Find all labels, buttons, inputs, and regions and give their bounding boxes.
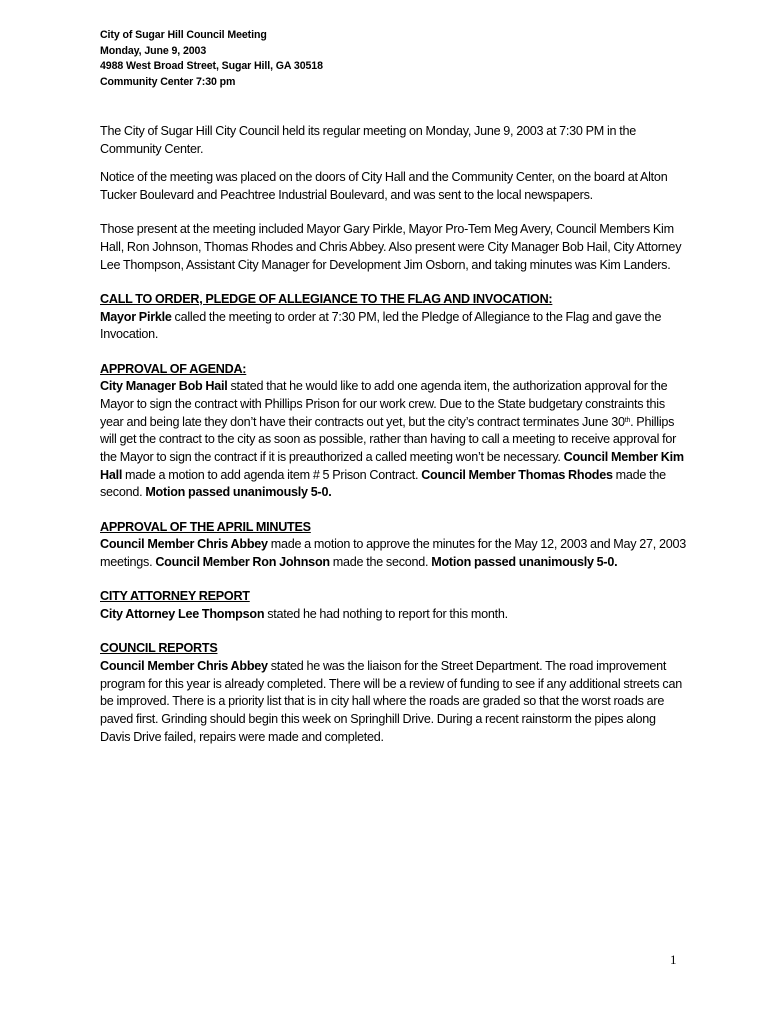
council-reports-heading: COUNCIL REPORTS	[100, 641, 218, 656]
agenda-text-2: . Phillips will get the contract to the city as soon as possible, rather than having to call a meeting to receive approval for the Mayor to sign the contract if it is preauthorized a called meeting won’t be necessary.	[100, 414, 677, 465]
april-minutes-section	[100, 519, 688, 572]
agenda-text-1: stated that he would like to add one agenda item, the authorization approval for the Mayor to sign the contract with Phillips Prison for our work crew. Due to the State budgetary constraints this year and being late they don’t have their contracts out yet, but the city’s contract terminates June 30	[100, 379, 668, 429]
header-location-time: Community Center 7:30 pm	[100, 75, 236, 88]
agenda-text-4: made the second.	[100, 467, 666, 500]
agenda-speaker-1: City Manager Bob Hail	[100, 379, 228, 394]
attendance-paragraph: Those present at the meeting included Mayor Gary Pirkle, Mayor Pro-Tem Meg Avery, Council Members Kim Hall, Ron Johnson, Thomas Rhodes and Chris Abbey. Also present were City Manager Bob Hail, City Attorney Lee Thompson, Assistant City Manager for Development Jim Osborn, and taking minutes was Kim Landers.	[100, 222, 682, 272]
minutes-speaker-2: Council Member Ron Johnson	[155, 555, 330, 570]
approval-agenda-section	[100, 361, 688, 503]
header-title: City of Sugar Hill Council Meeting	[100, 29, 267, 41]
approval-agenda-heading: APPROVAL OF AGENDA:	[100, 361, 247, 376]
header-address: 4988 West Broad Street, Sugar Hill, GA 30518	[100, 60, 323, 72]
council-reports-section	[100, 640, 688, 746]
city-attorney-heading: CITY ATTORNEY REPORT	[100, 589, 250, 604]
call-to-order-speaker: Mayor Pirkle	[100, 309, 172, 324]
call-to-order-heading: CALL TO ORDER, PLEDGE OF ALLEGIANCE TO THE FLAG AND INVOCATION:	[100, 291, 553, 306]
intro-paragraph: The City of Sugar Hill City Council held its regular meeting on Monday, June 9, 2003 at 7:30 PM in the Community Center.	[100, 124, 636, 156]
minutes-text-1: made a motion to approve the minutes for the May 12, 2003 and May 27, 2003 meetings.	[100, 537, 686, 570]
agenda-speaker-2: Council Member Kim Hall	[100, 450, 684, 482]
call-to-order-text: called the meeting to order at 7:30 PM, led the Pledge of Allegiance to the Flag and gave the Invocation.	[100, 309, 662, 342]
page-number: 1	[670, 952, 677, 967]
notice-paragraph: Notice of the meeting was placed on the doors of City Hall and the Community Center, on the board at Alton Tucker Boulevard and Peachtree Industrial Boulevard, and was sent to the local newspapers.	[100, 170, 668, 203]
call-to-order-section	[100, 291, 688, 344]
minutes-speaker-1: Council Member Chris Abbey	[100, 537, 268, 552]
city-attorney-section	[100, 588, 688, 623]
header-date: Monday, June 9, 2003	[100, 44, 207, 57]
minutes-body	[100, 123, 688, 763]
agenda-motion-result: Motion passed unanimously 5-0.	[145, 485, 332, 500]
meeting-header	[100, 28, 323, 90]
council-reports-speaker: Council Member Chris Abbey	[100, 658, 268, 673]
agenda-text-3: made a motion to add agenda item # 5 Prison Contract.	[122, 467, 422, 482]
agenda-speaker-3: Council Member Thomas Rhodes	[421, 467, 613, 482]
minutes-text-2: made the second.	[329, 555, 432, 570]
council-reports-text: stated he was the liaison for the Street Department. The road improvement program for this year is already completed. There will be a review of funding to see if any additional streets can be improved. There is a priority list that is in city hall where the roads are graded so that the worst roads are paved first. Grinding should begin this week on Springhill Drive. During a recent rainstorm the pipes along Davis Drive failed, repairs were made and completed.	[100, 658, 682, 744]
minutes-motion-result: Motion passed unanimously 5-0.	[431, 555, 618, 570]
agenda-superscript: th	[624, 416, 631, 424]
city-attorney-text: stated he had nothing to report for this month.	[264, 606, 508, 621]
city-attorney-speaker: City Attorney Lee Thompson	[100, 606, 265, 621]
april-minutes-heading: APPROVAL OF THE APRIL MINUTES	[100, 519, 311, 534]
